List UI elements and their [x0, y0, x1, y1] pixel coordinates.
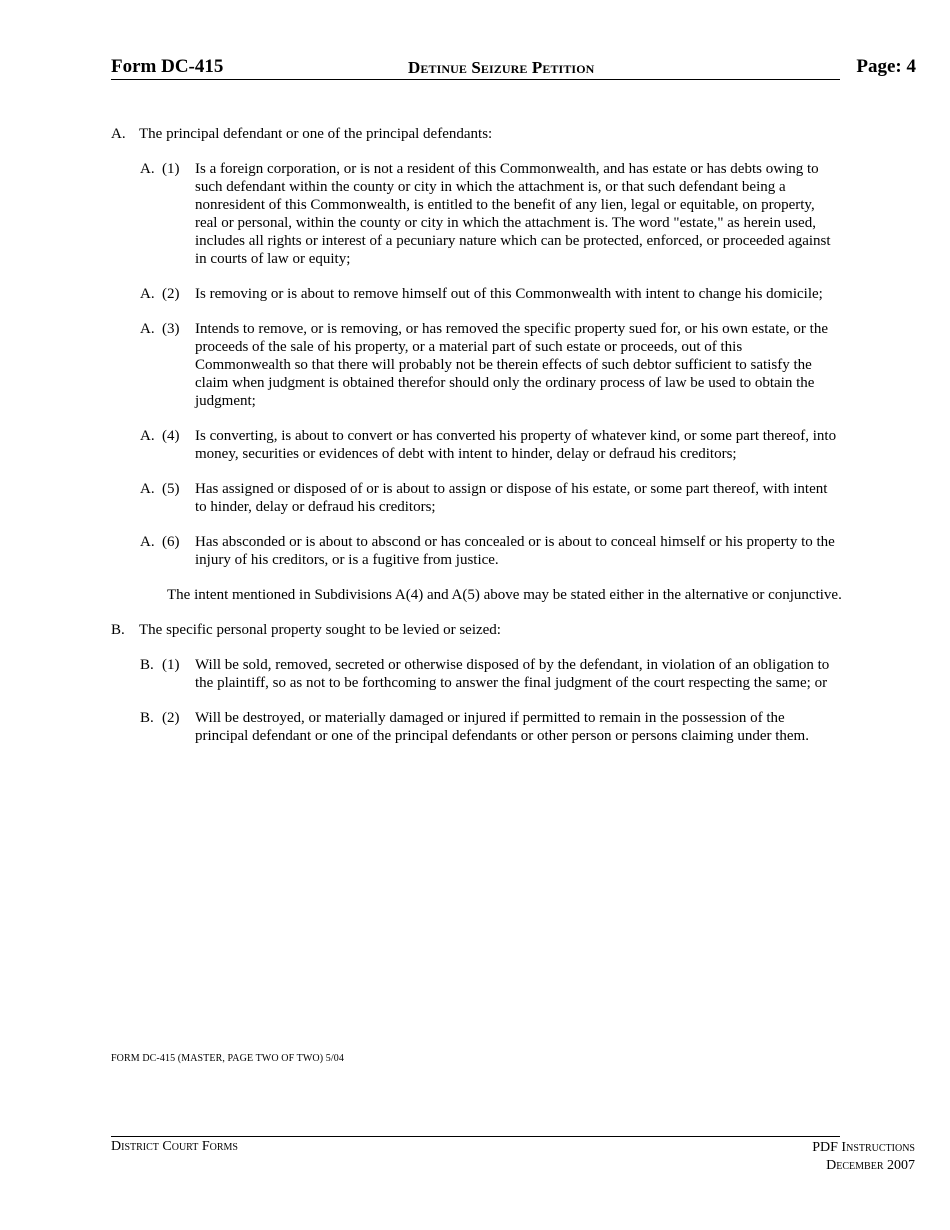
item-text: Has absconded or is about to abscond or has concealed or is about to conceal himself or his property to the injury of his creditors, or is a fugitive from justice. [195, 534, 835, 568]
item-number: (4) [162, 428, 180, 444]
item-number: (2) [162, 710, 180, 726]
item-text: Is a foreign corporation, or is not a resident of this Commonwealth, and has estate or has debts owing to such defendant within the county or city in which the attachment is, or that such defendant being a nonresident of this Commonwealth, is entitled to the benefit of any lien, legal or equitable, on property, real or personal, within the county or city in which the attachment is. The word "estate," as herein used, includes all rights or interest of a pecuniary nature which can be protected, enforced, or proceeded against in courts of law or equity; [195, 161, 831, 267]
list-item-b2 [140, 709, 871, 745]
list-item-a5 [140, 480, 871, 516]
list-item-a1 [140, 160, 871, 268]
instructions-body [111, 125, 871, 745]
item-number: (6) [162, 534, 180, 550]
section-a-label: A. [111, 126, 126, 142]
item-number: (2) [162, 286, 180, 302]
item-number: (3) [162, 321, 180, 337]
section-a-intro: The principal defendant or one of the principal defendants: [139, 126, 493, 142]
item-text: Is removing or is about to remove himself out of this Commonwealth with intent to change his domicile; [195, 286, 823, 302]
intent-note: The intent mentioned in Subdivisions A(4) and A(5) above may be stated either in the alternative or conjunctive. [167, 587, 842, 603]
footer-rule [111, 1136, 840, 1137]
footer-right-label [812, 1139, 915, 1175]
page-number: Page: 4 [856, 56, 916, 77]
document-title: Detinue Seizure Petition [408, 58, 595, 77]
item-text: Will be sold, removed, secreted or otherwise disposed of by the defendant, in violation of an obligation to the plaintiff, so as not to be forthcoming to answer the final judgment of the court respecting the same; or [195, 657, 830, 691]
item-number: (5) [162, 481, 180, 497]
list-item-a3 [140, 320, 871, 410]
item-text: Will be destroyed, or materially damaged or injured if permitted to remain in the possession of the principal defendant or one of the principal defendants or other person or persons claiming under them. [195, 710, 809, 744]
footer-date: December 2007 [826, 1158, 915, 1173]
section-b [111, 621, 871, 639]
item-letter: A. [140, 428, 155, 444]
section-b-label: B. [111, 622, 125, 638]
footer-pdf-instructions: PDF Instructions [812, 1140, 915, 1155]
footer-left-label: District Court Forms [111, 1139, 238, 1154]
item-number: (1) [162, 657, 180, 673]
list-item-a2 [140, 285, 871, 303]
item-letter: B. [140, 657, 154, 673]
list-item-b1 [140, 656, 871, 692]
item-letter: B. [140, 710, 154, 726]
section-b-intro: The specific personal property sought to be levied or seized: [139, 622, 501, 638]
header-rule [111, 79, 840, 80]
list-item-a4 [140, 427, 871, 463]
form-revision-note: FORM DC-415 (MASTER, PAGE TWO OF TWO) 5/04 [111, 1053, 344, 1064]
item-text: Is converting, is about to convert or has converted his property of whatever kind, or some part thereof, into money, securities or evidences of debt with intent to hinder, delay or defraud his creditors; [195, 428, 837, 462]
section-a [111, 125, 871, 143]
item-text: Has assigned or disposed of or is about to assign or dispose of his estate, or some part thereof, with intent to hinder, delay or defraud his creditors; [195, 481, 828, 515]
list-item-a6 [140, 533, 871, 569]
item-letter: A. [140, 286, 155, 302]
form-id: Form DC-415 [111, 56, 224, 77]
page-header [111, 56, 916, 80]
item-letter: A. [140, 481, 155, 497]
item-letter: A. [140, 321, 155, 337]
item-number: (1) [162, 161, 180, 177]
item-letter: A. [140, 161, 155, 177]
item-text: Intends to remove, or is removing, or has removed the specific property sued for, or his own estate, or the proceeds of the sale of his property, or a material part of such estate or proceeds, out of this Commonwealth so that there will probably not be therein effects of such debtor sufficient to satisfy the claim when judgment is obtained therefor should only the ordinary process of law be used to obtain the judgment; [195, 321, 828, 409]
item-letter: A. [140, 534, 155, 550]
